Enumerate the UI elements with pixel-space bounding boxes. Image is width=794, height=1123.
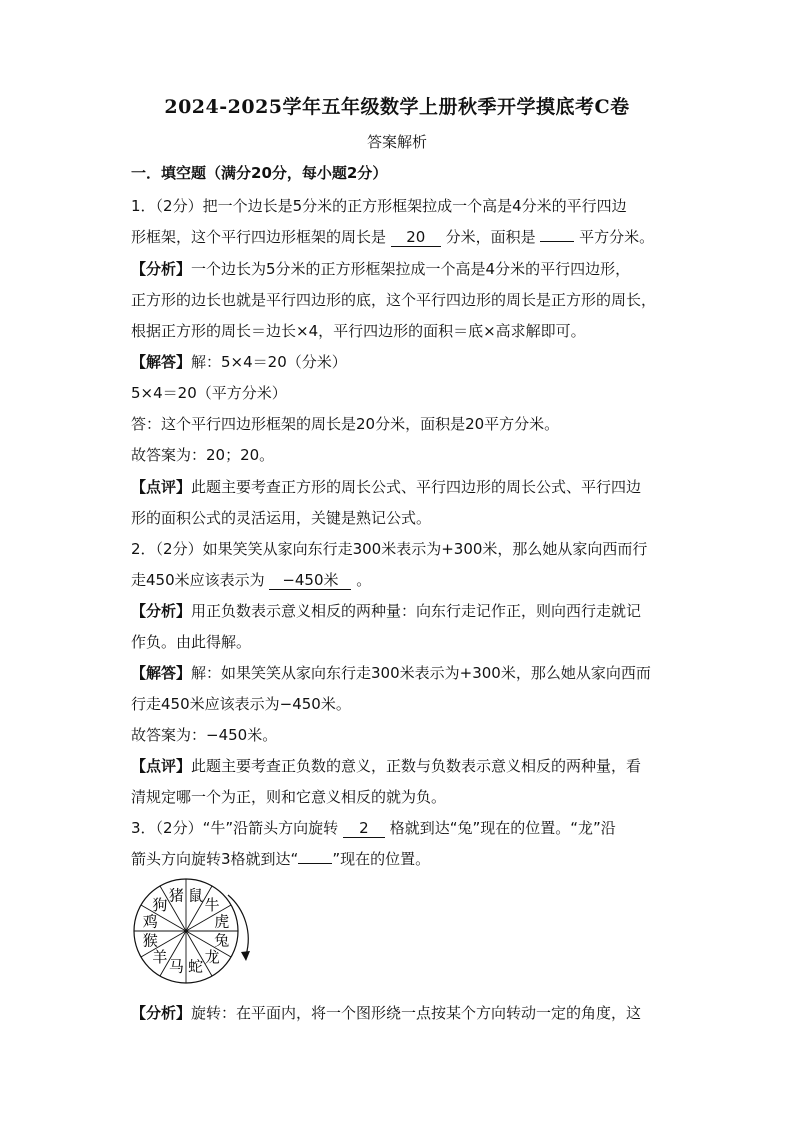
- q1-answer-3: 答：这个平行四边形框架的周长是20分米，面积是20平方分米。: [131, 415, 560, 433]
- q3-analysis-text: 旋转：在平面内，将一个图形绕一点按某个方向转动一定的角度，这: [191, 1004, 642, 1022]
- wheel-label: 猪: [168, 886, 184, 905]
- answer-tag: 【解答】: [131, 353, 192, 371]
- wheel-label: 蛇: [188, 957, 204, 976]
- page-subtitle: 答案解析: [366, 133, 427, 151]
- q1-answer-2: 5×4＝20（平方分米）: [131, 384, 287, 402]
- q1-answer-1: [131, 352, 347, 372]
- analysis-tag: 【分析】: [131, 602, 192, 620]
- q3-line-1: [131, 818, 616, 838]
- q1-analysis-2: 正方形的边长也就是平行四边形的底，这个平行四边形的周长是正方形的周长，: [131, 291, 657, 309]
- wheel-label: 鼠: [188, 886, 204, 905]
- q1-analysis-3: 根据正方形的周长＝边长×4，平行四边形的面积＝底×高求解即可。: [131, 322, 586, 340]
- analysis-tag: 【分析】: [131, 1004, 192, 1022]
- wheel-label: 羊: [152, 948, 168, 967]
- q2-answer-3: 故答案为：−450米。: [131, 726, 278, 744]
- q1-text-c: 平方分米。: [579, 228, 655, 246]
- wheel-label: 虎: [214, 912, 230, 931]
- q2-text-a: 走450米应该表示为: [131, 571, 265, 589]
- q1-blank-2: [540, 241, 574, 242]
- wheel-label: 猴: [142, 931, 158, 950]
- q3-line-2: [131, 849, 430, 869]
- q3-blank-1: 2: [343, 819, 385, 838]
- wheel-label: 兔: [214, 931, 230, 950]
- q2-analysis-text: 用正负数表示意义相反的两种量：向东行走记作正，则向西行走就记: [191, 602, 642, 620]
- q2-line-2: [131, 570, 371, 590]
- q1-line-1: 1．（2分）把一个边长是5分米的正方形框架拉成一个高是4分米的平行四边: [131, 197, 627, 215]
- comment-tag: 【点评】: [131, 757, 192, 775]
- q3-text-a: 3．（2分）“牛”沿箭头方向旋转: [131, 819, 339, 837]
- wheel-label: 马: [168, 957, 184, 976]
- q3-text-b: 格就到达“兔”现在的位置。“龙”沿: [389, 819, 616, 837]
- q2-answer-1: [131, 663, 651, 683]
- q1-comment-2: 形的面积公式的灵活运用，关键是熟记公式。: [131, 509, 432, 527]
- q1-analysis-1: [131, 259, 630, 279]
- wheel-label: 狗: [152, 895, 168, 914]
- q3-text-d: ”现在的位置。: [332, 850, 431, 868]
- q3-text-c: 箭头方向旋转3格就到达“: [131, 850, 299, 868]
- q1-answer-4: 故答案为：20；20。: [131, 446, 275, 464]
- q2-comment-2: 清规定哪一个为正，则和它意义相反的就为负。: [131, 788, 447, 806]
- q2-analysis-1: [131, 601, 641, 621]
- q3-analysis-1: [131, 1003, 641, 1023]
- arrowhead-icon: [241, 951, 250, 961]
- q2-comment-text: 此题主要考查正负数的意义，正数与负数表示意义相反的两种量，看: [191, 757, 642, 775]
- q1-text-a: 形框架，这个平行四边形框架的周长是: [131, 228, 387, 246]
- q2-blank: −450米: [269, 571, 351, 590]
- q3-blank-2: [298, 863, 332, 864]
- wheel-label: 鸡: [142, 912, 158, 931]
- answer-tag: 【解答】: [131, 664, 192, 682]
- q2-line-1: 2．（2分）如果笑笑从家向东行走300米表示为+300米，那么她从家向西而行: [131, 540, 648, 558]
- wheel-label: 龙: [204, 948, 220, 967]
- page-title: 2024-2025学年五年级数学上册秋季开学摸底考C卷: [164, 96, 630, 118]
- q1-line-2: [131, 227, 654, 247]
- q1-text-b: 分米，面积是: [445, 228, 536, 246]
- q1-answer-text: 解：5×4＝20（分米）: [191, 353, 347, 371]
- q2-answer-2: 行走450米应该表示为−450米。: [131, 695, 351, 713]
- zodiac-wheel-diagram: [128, 875, 268, 987]
- q2-analysis-2: 作负。由此得解。: [131, 633, 252, 651]
- q1-comment-text: 此题主要考查正方形的周长公式、平行四边形的周长公式、平行四边: [191, 478, 642, 496]
- q2-answer-text: 解：如果笑笑从家向东行走300米表示为+300米，那么她从家向西而: [191, 664, 651, 682]
- q2-text-b: 。: [356, 571, 372, 589]
- q2-comment-1: [131, 756, 641, 776]
- analysis-tag: 【分析】: [131, 260, 192, 278]
- section-heading: 一．填空题（满分20分，每小题2分）: [131, 164, 388, 182]
- q1-analysis-text: 一个边长为5分米的正方形框架拉成一个高是4分米的平行四边形，: [191, 260, 631, 278]
- q1-comment-1: [131, 477, 641, 497]
- comment-tag: 【点评】: [131, 478, 192, 496]
- q1-blank-1: 20: [391, 228, 441, 247]
- wheel-label: 牛: [204, 895, 220, 914]
